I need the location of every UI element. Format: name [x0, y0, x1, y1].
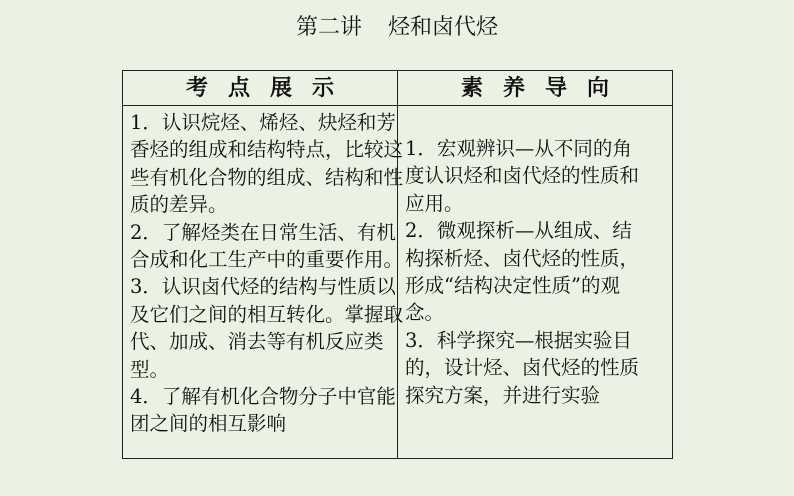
- left-line: 型。: [130, 357, 170, 381]
- literacy-orientation-text: [398, 106, 672, 409]
- header-literacy-orientation: 素养导向: [398, 71, 673, 106]
- left-line: 团之间的相互影响: [130, 412, 287, 436]
- right-line: 度认识烃和卤代烃的性质和: [405, 164, 640, 188]
- right-line: 探究方案，并进行实验: [405, 383, 601, 407]
- literacy-orientation-cell: [398, 106, 673, 459]
- right-line: 构探析烃、卤代烃的性质，: [405, 246, 640, 270]
- right-line: 1．宏观辨识—从不同的角: [405, 137, 632, 160]
- right-line: 2．微观探析—从组成、结: [405, 219, 632, 243]
- content-table: [122, 70, 673, 459]
- left-line: 4．了解有机化合物分子中官能: [130, 384, 396, 408]
- left-line: 合成和化工生产中的重要作用。: [130, 247, 404, 271]
- right-line: 3．科学探究—根据实验目: [405, 328, 632, 352]
- right-line: 应用。: [405, 191, 464, 215]
- key-points-text: [123, 106, 404, 438]
- left-line: 2．了解烃类在日常生活、有机: [130, 220, 396, 244]
- left-line: 代、加成、消去等有机反应类: [130, 330, 384, 354]
- left-line: 1．认识烷烃、烯烃、炔烃和芳: [130, 111, 396, 134]
- key-points-cell: [123, 106, 404, 459]
- right-line: 形成“结构决定性质”的观: [405, 273, 620, 297]
- right-line: 念。: [405, 301, 445, 325]
- right-line: 的，设计烃、卤代烃的性质: [405, 356, 640, 380]
- lecture-topic: 烃和卤代烃: [388, 15, 499, 40]
- left-line: 些有机化合物的组成、结构和性: [130, 165, 404, 189]
- lecture-number: 第二讲: [295, 15, 362, 40]
- left-line: 质的差异。: [130, 193, 228, 217]
- left-line: 香烃的组成和结构特点，比较这: [130, 138, 404, 162]
- left-line: 3．认识卤代烃的结构与性质以: [130, 275, 396, 299]
- header-row: [123, 71, 673, 106]
- header-key-points: 考点展示: [123, 71, 398, 106]
- page-title: [0, 13, 794, 43]
- left-line: 及它们之间的相互转化。掌握取: [130, 302, 404, 326]
- body-row: [123, 106, 673, 459]
